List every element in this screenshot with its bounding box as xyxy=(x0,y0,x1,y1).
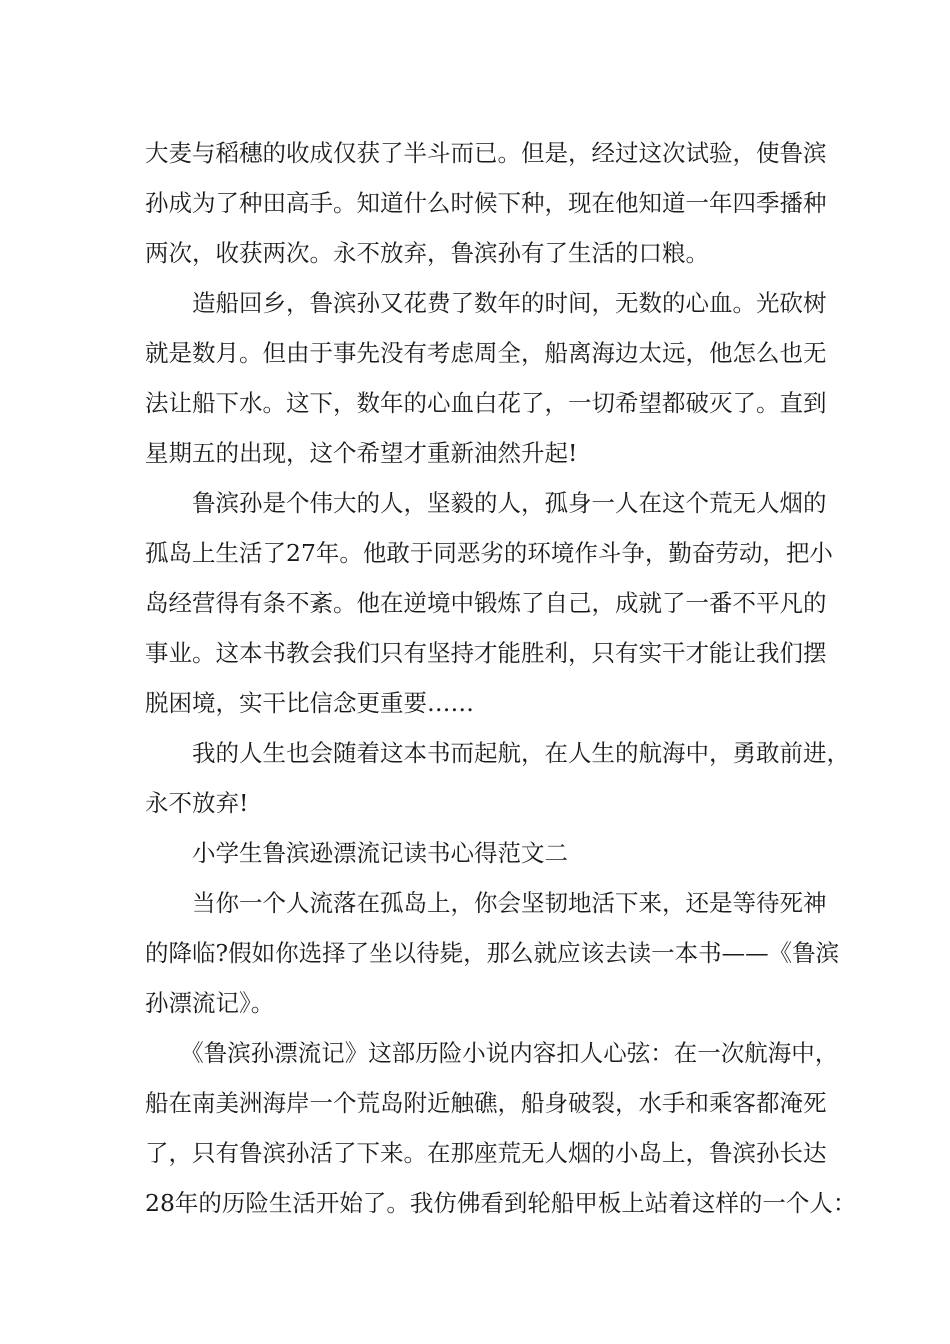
text-line: 事业。这本书教会我们只有坚持才能胜利，只有实干才能让我们摆 xyxy=(145,639,827,667)
text-line: 法让船下水。这下，数年的心血白花了，一切希望都破灭了。直到 xyxy=(145,389,827,417)
paragraph-harvest xyxy=(145,128,825,278)
text-line: 我的人生也会随着这本书而起航，在人生的航海中，勇敢前进， xyxy=(145,739,850,767)
text-line: 船在南美洲海岸一个荒岛附近触礁，船身破裂，水手和乘客都淹死 xyxy=(145,1089,827,1117)
text-line: 当你一个人流落在孤岛上，你会坚韧地活下来，还是等待死神 xyxy=(145,889,827,917)
section-heading xyxy=(145,828,825,878)
paragraph-shipbuilding xyxy=(145,278,825,478)
text-line: 脱困境，实干比信念更重要…… xyxy=(145,689,474,717)
text-line: 《鲁滨孙漂流记》这部历险小说内容扣人心弦：在一次航海中， xyxy=(145,1039,839,1067)
text-line: 28年的历险生活开始了。我仿佛看到轮船甲板上站着这样的一个人： xyxy=(145,1189,857,1217)
text-line: 孙成为了种田高手。知道什么时候下种，现在他知道一年四季播种 xyxy=(145,189,827,217)
paragraph-novel-summary xyxy=(145,1028,857,1228)
text-line: 鲁滨孙是个伟大的人，坚毅的人，孤身一人在这个荒无人烟的 xyxy=(145,489,827,517)
text-line: 造船回乡，鲁滨孙又花费了数年的时间，无数的心血。光砍树 xyxy=(145,289,827,317)
text-line: 孤岛上生活了27年。他敢于同恶劣的环境作斗争，勤奋劳动，把小 xyxy=(145,539,833,567)
text-line: 就是数月。但由于事先没有考虑周全，船离海边太远，他怎么也无 xyxy=(145,339,827,367)
text-line: 的降临?假如你选择了坐以待毙，那么就应该去读一本书——《鲁滨 xyxy=(145,939,840,967)
text-line: 孙漂流记》。 xyxy=(145,989,275,1017)
text-line: 永不放弃! xyxy=(145,789,249,817)
text-line: 星期五的出现，这个希望才重新油然升起! xyxy=(145,439,578,467)
paragraph-life-voyage xyxy=(145,728,850,828)
text-line: 两次，收获两次。永不放弃，鲁滨孙有了生活的口粮。 xyxy=(145,239,709,267)
text-line: 了，只有鲁滨孙活了下来。在那座荒无人烟的小岛上，鲁滨孙长达 xyxy=(145,1139,827,1167)
text-line: 岛经营得有条不紊。他在逆境中锻炼了自己，成就了一番不平凡的 xyxy=(145,589,827,617)
text-line: 大麦与稻穗的收成仅获了半斗而已。但是，经过这次试验，使鲁滨 xyxy=(145,139,827,167)
heading-line: 小学生鲁滨逊漂流记读书心得范文二 xyxy=(145,839,568,867)
body-text xyxy=(145,128,857,1228)
paragraph-great-man xyxy=(145,478,833,728)
paragraph-alone-on-island xyxy=(145,878,840,1028)
